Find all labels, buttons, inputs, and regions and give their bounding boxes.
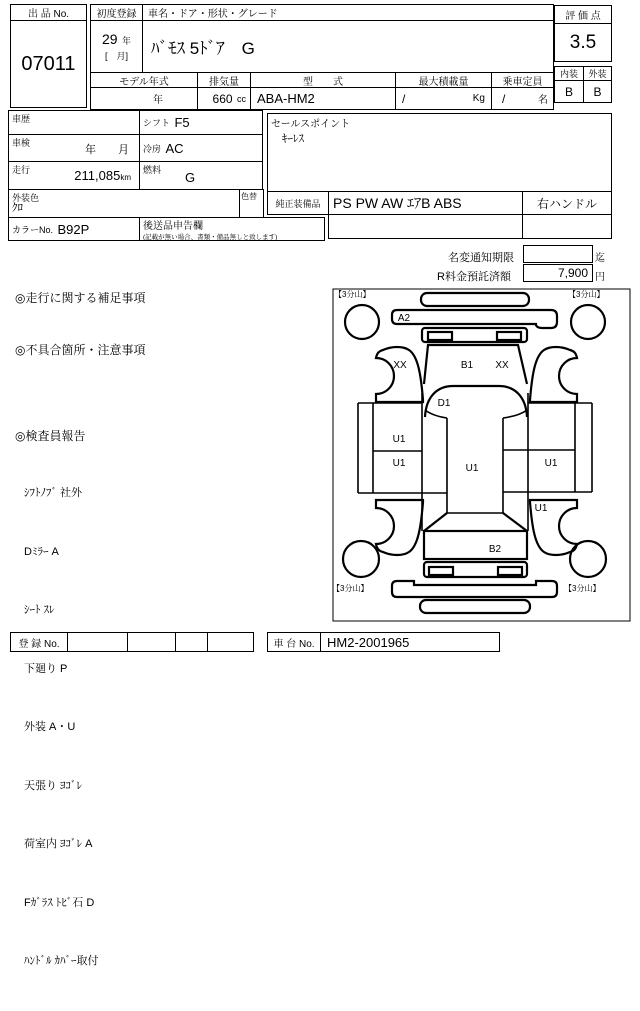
model-code-label: 型 式 [303,76,343,88]
roof-shoulder-right [503,410,527,418]
color-no-label: カラーNo. [12,224,54,235]
reg-no-cell-1 [67,632,128,652]
model-code: ABA-HM2 [257,91,315,106]
equipment-extra-cell [328,214,523,239]
capacity-label: 乗車定員 [502,76,543,88]
shift-value: F5 [174,115,190,130]
capacity-header [491,72,554,88]
tail-lamp-right [498,567,522,575]
front-top-strip [421,293,529,306]
color-change-cell [239,189,264,218]
interior-label: 内装 [559,69,578,79]
interior-header [554,66,584,81]
exterior-grade [583,80,612,103]
first-reg-year-unit: 年 [122,36,132,46]
exterior-color-cell [8,189,240,218]
tire-tread-rear-right: 【3分山】 [564,584,601,593]
front-right-fender [530,347,577,402]
chassis-no: HM2-2001965 [327,634,410,650]
front-lamp-right [497,332,521,340]
reg-no-cell-4 [207,632,254,652]
sales-point-box [267,113,612,192]
reg-no-label: 登 録 No. [18,638,60,650]
report-item: Fｶﾞﾗｽ ﾄﾋﾞ石 D [24,896,95,909]
mileage-value: 211,085 [74,168,121,183]
front-left-fender [376,347,423,402]
displacement-unit: cc [237,93,246,104]
model-year-header [90,72,198,88]
color-no-value: B92P [57,221,90,237]
mark-u1-right-quarter: U1 [534,503,548,514]
model-year-label: モデル年式 [119,76,169,88]
report-item: 外装 A・U [24,721,76,733]
defects-title: ◎不具合箇所・注意事項 [15,343,146,357]
mark-a2-front-bumper: A2 [397,313,411,324]
rear-roof-slants [424,513,527,531]
score: 3.5 [569,31,597,53]
later-items-note: (記載が無い場合、書類・備品無しと致します) [143,234,278,241]
report-item: Dﾐﾗｰ A [24,545,59,558]
equipment-label-cell [267,191,329,215]
lot-no-label: 出 品 No. [27,9,70,20]
report-item: ﾊﾝﾄﾞﾙ ｶﾊﾞｰ取付 [24,955,99,967]
mark-u1-left-panel-2: U1 [392,458,406,469]
shift-label: シフト [143,118,171,128]
exterior-label: 外装 [588,69,607,79]
max-load-value [395,87,492,110]
capacity-unit: 名 [538,95,548,106]
score-label: 評 価 点 [565,11,601,22]
history-label: 車歴 [12,114,31,124]
inspection-value: 年 月 [85,144,129,156]
name-change-suffix: 迄 [595,253,605,264]
car-name-value [142,20,554,73]
rear-gate [424,531,527,559]
report-item: 下廻り P [24,662,68,675]
interior-grade [554,80,584,103]
exterior-grade-value: B [593,84,602,99]
displacement-value [197,87,251,110]
max-load-unit: Kg [472,93,485,104]
first-reg-year: 29 [101,31,118,47]
chassis-no-header [267,632,321,652]
steering-cell [522,191,612,215]
recycle-fee-label: R料金預託済額 [437,271,511,283]
reg-no-header [10,632,68,652]
name-change-box [523,245,593,263]
mark-xx-left-fender: XX [393,360,407,371]
tire-tread-front-right: 【3分山】 [568,290,605,299]
sales-point-label: セールスポイント [271,119,351,130]
inspection-label: 車検 [12,138,31,148]
first-reg-header [90,4,143,21]
first-reg-year-line [102,31,131,49]
recycle-fee-value: 7,900 [557,266,588,280]
mileage-unit: km [120,173,131,182]
equipment-label: 純正装備品 [275,198,321,209]
report-item: 荷室内 ﾖｺﾞﾚ A [24,838,93,850]
equipment-value: PS PW AW ｴｱB ABS [333,195,462,211]
max-load-label: 最大積載量 [418,76,469,88]
inspector-report-list [24,445,99,1011]
model-year-value [90,87,198,110]
chassis-no-value [320,632,500,652]
first-reg-month: [ 月] [104,51,128,61]
mark-u1-right-panel: U1 [544,458,558,469]
first-reg-value [90,20,143,73]
rear-left-quarter [376,500,423,555]
later-items-label: 後送品申告欄 [143,221,203,232]
rear-bottom-strip [420,600,530,613]
tail-lamp-left [429,567,453,575]
mark-u1-roof: U1 [465,463,479,474]
recycle-fee-unit: 円 [595,272,605,283]
chassis-no-label: 車 台 No. [273,638,315,650]
displacement-label: 排気量 [209,76,239,88]
sales-point-value: ｷｰﾚｽ [282,133,304,145]
shift-cell [139,110,263,135]
lot-no-header [10,4,87,21]
history-cell [8,110,140,135]
exterior-color-label: 外装色 [12,193,40,203]
max-load: / [402,91,406,106]
later-items-cell [139,217,325,241]
inspection-cell [8,134,140,162]
mark-u1-left-panel-1: U1 [392,434,406,445]
capacity: / [502,91,506,106]
color-change-label: 色替 [241,192,257,201]
fuel-cell [139,161,263,190]
tire-tread-rear-left: 【3分山】 [332,584,369,593]
steering-extra-cell [522,214,612,239]
color-no-cell [8,217,140,241]
reg-no-cell-3 [175,632,208,652]
tire-tread-front-left: 【3分山】 [334,290,371,299]
front-lamp-left [428,332,452,340]
car-name-label: 車名・ドア・形状・グレード [148,9,278,20]
first-reg-label: 初度登録 [96,9,137,20]
ac-cell [139,134,263,162]
capacity-value [491,87,554,110]
equipment-value-cell [328,191,523,215]
car-name-header [142,4,554,21]
score-value [554,23,612,62]
fuel-value: G [185,170,196,185]
mark-xx-right-fender: XX [495,360,509,371]
wheel-rear-left [343,541,379,577]
displacement-header [197,72,251,88]
score-header [554,5,612,24]
lot-no: 07011 [21,52,76,75]
fuel-label: 燃料 [143,165,162,175]
wheel-front-right [571,305,605,339]
driving-notes-title: ◎走行に関する補足事項 [15,291,146,305]
windshield [424,345,527,384]
max-load-header [395,72,492,88]
report-item: ｼﾌﾄﾉﾌﾞ 社外 [24,487,83,499]
roof-shoulder-left [425,410,447,418]
wheel-front-left [345,305,379,339]
car-name: ﾊﾞﾓｽ 5ﾄﾞｱ G [151,39,255,58]
model-year: 年 [153,95,163,106]
name-change-label: 名変通知期限 [448,252,514,264]
report-item: ｼｰﾄ ｽﾚ [24,604,55,616]
exterior-header [583,66,612,81]
ac-value: AC [165,140,184,156]
vehicle-damage-diagram [332,288,632,623]
report-item: 天張り ﾖｺﾞﾚ [24,779,83,792]
mark-b2-rear-gate: B2 [488,544,502,555]
displacement: 660 [212,91,233,106]
exterior-color-value: ｸﾛ [12,202,23,214]
inspector-report-title: ◎検査員報告 [15,429,86,443]
reg-no-cell-2 [127,632,176,652]
model-code-value [250,87,396,110]
recycle-fee-box [523,264,593,282]
mileage-cell [8,161,140,190]
mark-b1-windshield: B1 [460,360,474,371]
mark-d1-front-roof: D1 [437,398,451,409]
steering-value: 右ハンドル [536,196,597,211]
mileage-label: 走行 [12,165,31,175]
model-code-header [250,72,396,88]
interior-grade-value: B [564,84,573,99]
rear-bumper [392,581,557,597]
lot-no-value [10,20,87,108]
front-bumper [392,310,557,328]
ac-label: 冷房 [143,143,162,154]
